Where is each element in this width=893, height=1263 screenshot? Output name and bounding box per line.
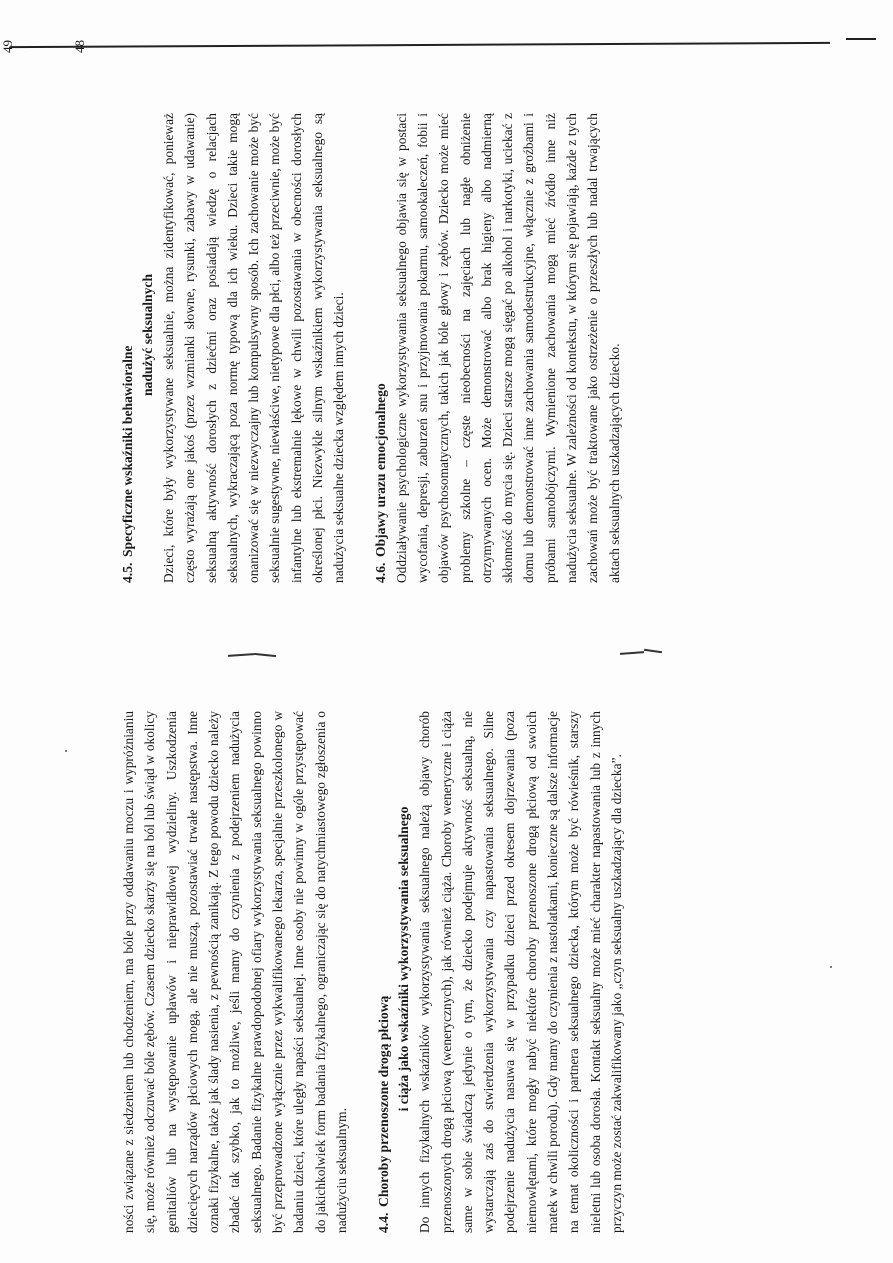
section-number: 4.4. bbox=[376, 1212, 392, 1233]
section-heading-4-4 bbox=[374, 711, 414, 1233]
intro-paragraph: ności związane z siedzeniem lub chodzeniem, ma bóle przy oddawaniu moczu i wypróżnianiu się, może również odczuwać bóle zębów. Czasem dziecko skarży się na ból lub świąd w okolicy genitaliów lub na występowanie upławów i nieprawidłowej wydzieliny. Uszkodzenia dziecięcych narządów płciowych mogą, ale nie muszą, pozostawiać trwałe następstwa. Inne oznaki fizykalne, także jak ślady nasienia, z pewnością zanikają. Z tego powodu dziecko należy zbadać tak szybko, jak to możliwe, jeśli mamy do czynienia z podejrzeniem nadużycia seksualnego. Badanie fizykalne prawdopodobnej ofiary wykorzystywania seksualnego powinno być przeprowadzone wyłącznie przez wykwalifikowanego lekarza, specjalnie przeszkolonego w badaniu dzieci, które uległy napaści seksualnej. Inne osoby nie powinny w ogóle przystępować do jakichkolwiek form badania fizykalnego, ograniczając się do natychmiastowego zgłoszenia o nadużyciu seksualnym. bbox=[121, 711, 349, 1233]
section-paragraph: Dzieci, które były wykorzystywane seksualnie, można zidentyfikować, ponieważ często wyrażają one jakoś (przez wzmianki słowne, rysunki, zabawy w udawanie) seksualną aktywność dorosłych z dziećmi oraz posiadają wiedzę o relacjach seksualnych, wykraczającą poza normę typową dla ich wieku. Dzieci takie mogą onanizować się w niezwyczajny lub kompulsywny sposób. Ich zachowanie może być seksualnie sugestywne, niewłaściwe, nietypowe dla płci, albo też przeciwnie, może być infantylne lub ekstremalnie lękowe w chwili pozostawania w obecności dorosłych określonej płci. Niezwykle silnym wskaźnikiem wykorzystywania seksualnego są nadużycia seksualne dziecka względem innych dzieci. bbox=[161, 113, 347, 583]
section-paragraph: Oddziaływanie psychologiczne wykorzystywania seksualnego objawia się w postaci wycofania, depresji, zaburzeń snu i przyjmowania pokarmu, samookaleczeń, fobii i objawów psychosomatycznych, takich jak bóle głowy i zębów. Dziecko może mieć problemy szkolne – częste nieobecności na zajęciach lub nagłe obniżenie otrzymywanych ocen. Może demonstrować albo brak higieny albo nadmierną skłonność do mycia się. Dzieci starsze mogą sięgać po alkohol i narkotyki, uciekać z domu lub demonstrować inne zachowania samodestrukcyjne, włącznie z groźbami i próbami samobójczymi. Wymienione zachowania mogą mieć źródło inne niż nadużycia seksualne. W zależności od kontekstu, w którym się pojawiają, każde z tych zachowań może być traktowane jako ostrzeżenie o przeszłych lub nadal trwających aktach seksualnych uszkadzających dziecko. bbox=[393, 113, 622, 583]
page-number-48: 48 bbox=[72, 40, 87, 53]
section-title-line1: Choroby przenoszone drogą płciową bbox=[376, 995, 392, 1207]
section-title-line1: Specyficzne wskaźniki behawioralne bbox=[120, 345, 135, 557]
section-title-line2: i ciąża jako wskaźniki wykorzystywania seksualnego bbox=[396, 806, 412, 1112]
section-title-line1: Objawy urazu emocjonalnego bbox=[372, 383, 388, 557]
page-48 bbox=[118, 711, 763, 1233]
section-number: 4.6. bbox=[372, 562, 388, 583]
section-title-line2: nadużyć seksualnych bbox=[140, 274, 155, 396]
page-number-49: 49 bbox=[0, 40, 15, 53]
section-heading-4-5 bbox=[118, 113, 158, 583]
page-49 bbox=[118, 113, 763, 583]
section-heading-4-6 bbox=[371, 113, 391, 583]
section-paragraph: Do innych fizykalnych wskaźników wykorzystywania seksualnego należą objawy chorób przenoszonych drogą płciową (wenerycznych), jak również ciąża. Choroby weneryczne i ciąża same w sobie świadczą jedynie o tym, że dziecko podejmuje aktywność seksualną, nie wystarczają zaś do stwierdzenia wykorzystywania czy napastowania seksualnego. Silne podejrzenie nadużycia nasuwa się w przypadku dzieci przed okresem dojrzewania (poza niemowlętami, które mogły nabyć niektóre choroby przenoszone drogą płciową od swoich matek w chwili porodu). Gdy mamy do czynienia z nastolatkami, konieczne są dalsze informacje na temat okoliczności i partnera seksualnego dziecka, którym może być rówieśnik, starszy nieletni lub osoba dorosła. Kontakt seksualny może mieć charakter napastowania lub z innych przyczyn może zostać zakwalifikowany jako „czyn seksualny uszkadzający dla dziecka”. bbox=[417, 711, 624, 1233]
section-number: 4.5. bbox=[120, 562, 135, 583]
